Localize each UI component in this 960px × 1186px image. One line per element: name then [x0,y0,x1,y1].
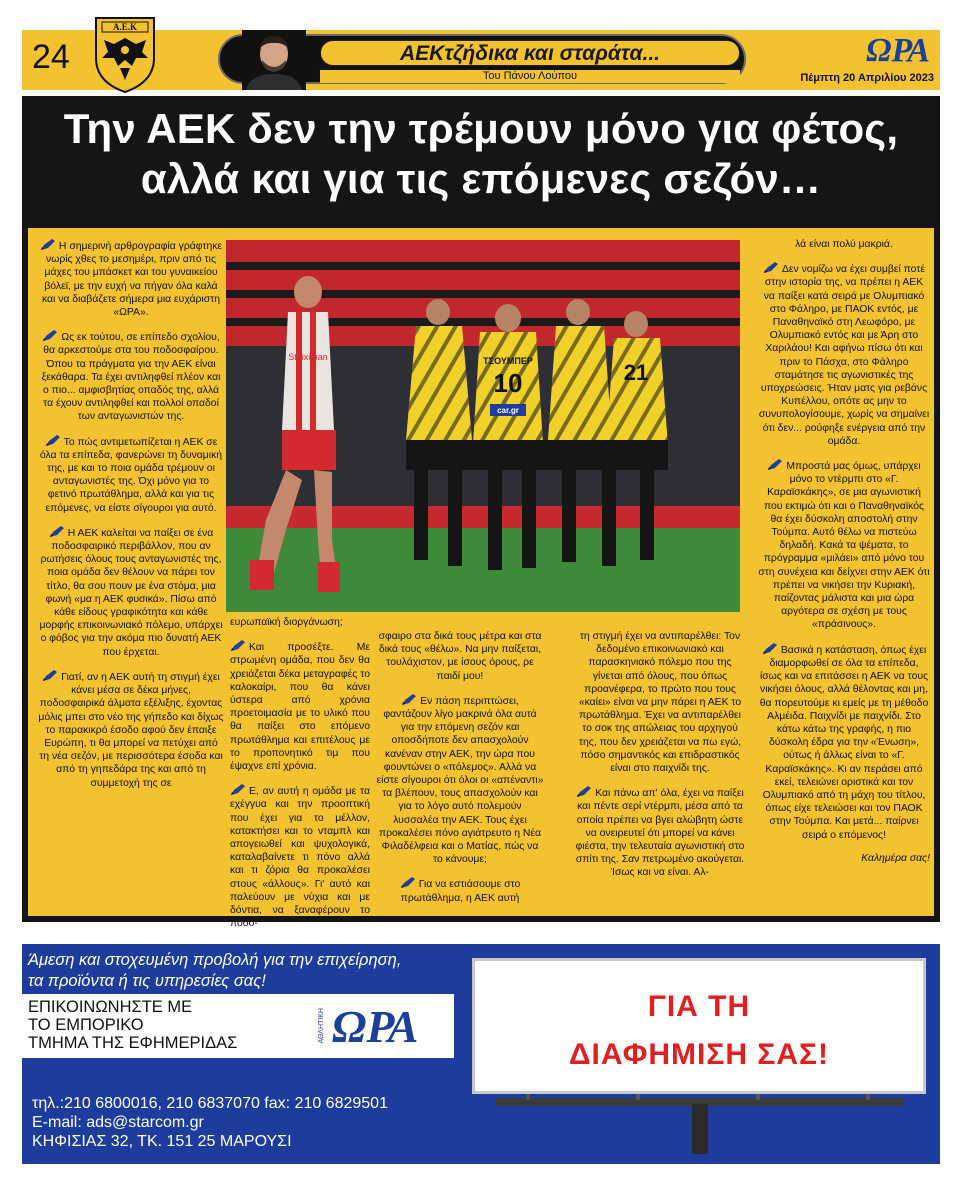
paragraph: τη στιγμή έχει να αντιπαρέλθει: Τον δεδομένο επικοινωνιακό και παρασκηνιακό πόλεμο που της γίνεται από όλους, που όπως προανέφερα, το πρώτο που τους «καίει» είναι να μην πάρει η ΑΕΚ το πρωτάθλημα. Έχει να αντιπαρέλθει το σοκ της απώλειας του αρχηγού της, που δεν χρειάζεται να πω εγώ, πόσο σημαντικός και επιδραστικός είναι στο παιχνίδι της. [578,631,742,775]
article [22,96,940,930]
celebration-photo [226,240,740,612]
pen-icon [42,669,58,682]
aek-crest-icon [92,14,158,94]
ad-email[interactable]: E-mail: ads@starcom.gr [32,1114,204,1131]
text-column-5 [758,238,930,875]
column-author: Του Πάνου Λούπου [320,70,740,83]
paragraph: Δεν νομίζω να έχει συμβεί ποτέ στην ιστορία της, να πρέπει η ΑΕΚ να παίξει κατά σειρά με Ολυμπιακό στο Φάληρο, με ΠΑΟΚ εντός, με Παναθηναϊκό στη Λεωφόρο, με Ολυμπιακό εντός και με Άρη στο Χαριλάου! Και αφήνω πίσω ότι και πριν το Πάσχα, στο Φάληρο σταμάτησε τις αγωνιστικές της υποχρεώσεις. Ήταν ματς για ρεβάνς Κυπέλλου, οπότε ας μην το συνυπολογίσουμε, χωρίς να σημαίνει ότι δεν... ρούφηξε ενέργεια από την ομάδα. [758,261,930,448]
ad-contact-details [32,1094,462,1151]
paragraph: Βασικά η κατάσταση, όπως έχει διαμορφωθεί σε όλα τα επίπεδα, ίσως και να επιτάσσει η ΑΕΚ να τους νικήσει όλους, αλλά θέλοντας και μη, θα πορευτούμε κι εμείς με τη μέθοδο Αλμέιδα. Παιχνίδι με παιχνίδι. Στο κάτω κάτω της γραφής, η πιο δύσκολη έδρα για την «Ένωση», ούτως ή άλλως είναι το «Γ. Καραϊσκάκης». Κι αν περάσει από εκεί, τελειώνει οριστικά και τον Ολυμπιακό από τη μάχη του τίτλου, όπως είχε τελειώσει και τον ΠΑΟΚ στην Τούμπα. Και μετά... παίρνει σειρά ο επόμενος! [758,642,930,842]
ad-tagline-line-2: τα προϊόντα ή τις υπηρεσίες σας! [28,972,266,990]
paragraph: Ε, αν αυτή η ομάδα με τα εχέγγυα και την προοπτική που έχει για το μέλλον, κατακτήσει και το νταμπλ και απογειωθεί και ψυχολογικά, καταλαβαίνετε τι πόνο αλλά και τι ζόρια θα προκαλέσει στους «άλλους». Γι' αυτό και παλεύουν με νύχια και με δόντια, να ξαναφέρουν το ποδό- [230,783,370,930]
pen-icon [230,783,246,796]
column-title: AEKτζήδικα και σταράτα... [399,42,661,65]
pen-icon [763,261,779,274]
pen-icon [49,525,65,538]
headline-line-2: αλλά και για τις επόμενες σεζόν… [140,155,822,202]
billboard [466,958,934,1154]
shirt-number-text: 21 [623,360,649,385]
signoff: Καλημέρα σας! [861,852,930,864]
headline [22,104,940,204]
paragraph: λά είναι πολύ μακριά. [795,239,893,250]
pen-icon [42,329,58,342]
paragraph: Μπροστά μας όμως, υπάρχει μόνο το ντέρμπι στο «Γ. Καραϊσκάκης», σε μια αγωνιστική που εκτιμώ ότι και ο Παναθηναϊκός θα έχει δύσκολη αποστολή στην Τούμπα. Αυτό θέλω να πιστεύω δηλαδή. Κακά τα ψέματα, το πρόγραμμα «μιλάει» από μόνο του στη συνέχεια και δείχνει στην ΑΕΚ ότι πρέπει να νικήσει την Κυριακή, παίζοντας μάλιστα και μια ώρα αργότερα σε σχέση με τους «πράσινους». [758,458,930,632]
ad-logo-side-text: ΑΘΛΗΤΙΚΗ [318,1008,325,1044]
shirt-name-text: ΤΣΟΥΜΠΕΡ [483,356,533,366]
paragraph: Εν πάση περιπτώσει, φαντάζουν λίγο μακρινά όλα αυτά για την επόμενη σεζόν και οποσδήποτε δεν απασχολούν κανέναν στην ΑΕΚ, την ώρα που φουντώνει ο «πόλεμος». Αλλά να είστε σίγουροι ότι όλοι οι «απέναντι» τα βλέπουν, τους απασχολούν και για το λόγο αυτό πολεμούν λυσσαλέα την ΑΕΚ. Τους έχει προκαλέσει πόνο αγιάτρευτο η Νέα Φιλαδέλφεια και ο Ματίας, πώς να το κάνουμε; [376,693,544,867]
page-header [22,22,940,90]
headline-line-1: Την ΑΕΚ δεν την τρέμουν μόνο για φέτος, [63,105,899,152]
paragraph: Το πώς αντιμετωπίζεται η ΑΕΚ σε όλα τα επίπεδα, φανερώνει τη δυναμική της, με και το ποια ομάδα τρέμουν οι ανταγωνιστές της. Όχι μόνο για το φετινό πρωτάθλημα, αλλά και για τις επόμενες, να είστε σίγουροι για αυτό. [38,434,224,515]
paragraph: Γιατί, αν η ΑΕΚ αυτή τη στιγμή έχει κάνει μέσα σε δέκα μήνες, ποδοσφαιρικά άλματα εξέλιξης, έχοντας μόλις μπει στο νέο της γήπεδο και δίχως το παρακικρό έσοδο αφού δεν έπαιξε Ευρώπη, τι θα μπορεί να πετύχει από τη νέα σεζόν, με περισσότερα έσοδα και από τη γηπεδάρα της και από τη συμμετοχή της σε [38,669,224,790]
paragraph: Και πάνω απ' όλα, έχει να παίξει και πέντε σερί ντέρμπι, μέσα από τα οποία πρέπει να βγει αλώβητη ώστε να ονειρευτεί ότι μπορεί να κάνει φιέστα, την τελευταία αγωνιστική στο σπίτι της. Σαν πετρωμένο ακούγεται. Ίσως και να είναι. Αλ- [574,785,746,879]
advertisement [22,944,940,1164]
author-photo [242,30,306,90]
pen-icon [400,876,416,889]
ad-contact-box [22,994,454,1058]
billboard-face [472,958,926,1094]
text-column-1 [38,238,224,800]
article-body [28,228,934,930]
ad-logo-text: ΩΡΑ [332,1001,419,1052]
shirt-sponsor-text: car.gr [497,406,519,415]
pen-icon [767,458,783,471]
pen-icon [230,639,246,652]
ad-contact-label: ΕΠΙΚΟΙΝΩΝΗΣΤΕ ΜΕ ΤΟ ΕΜΠΟΡΙΚΟ ΤΜΗΜΑ ΤΗΣ ΕΦΗΜΕΡΙΔΑΣ [28,998,238,1052]
pen-icon [401,693,417,706]
ad-tagline-line-1: Άμεση και στοχευμένη προβολή για την επιχείρηση, [28,951,402,969]
page-number: 24 [32,38,70,76]
newspaper-logo: ΩΡΑ [866,32,930,69]
ad-logo [318,1000,448,1052]
pen-icon [762,642,778,655]
paragraph: Η ΑΕΚ καλείται να παίξει σε ένα ποδοσφαιρικό περιβάλλον, που αν ρωτήσεις όλους τους ανταγωνιστές της, ποια ομάδα δεν θέλουν να πάρει τον τίτλο, θα σου πουν με ένα στόμα, μια φωνή «μα η ΑΕΚ φυσικά». Πίσω από κάθε είδους γραφικότητα και κάθε μορφής επικοινωνιακό πόλεμο, υπάρχει ο φόβος για την ακόμα πιο δυνατή ΑΕΚ που έρχεται. [38,525,224,659]
paragraph: ευρωπαϊκή διοργάνωση; [230,617,343,628]
paragraph: Για να εστιάσουμε στο πρωτάθλημα, η ΑΕΚ αυτή [376,876,544,904]
shirt-number-text: 10 [493,368,523,398]
issue-date: Πέμπτη 20 Απριλίου 2023 [800,72,934,84]
pen-icon [40,238,56,251]
match-photo [226,240,740,612]
column-title-pill [320,40,740,66]
paragraph: σφαιρο στα δικά τους μέτρα και στα δικά τους «θέλω». Να μην παίξεται, τουλάχιστον, με ίσους όρους, ρε παιδί μου! [378,631,542,682]
paragraph: Ως εκ τούτου, σε επίπεδο σχολίου, θα αρκεστούμε στα του ποδοσφαίρου. Όπου τα πράγματα για την ΑΕΚ είναι ξεκάθαρα. Τα έχει αντιληφθεί πλέον και ο πιο... αμφισβητίας οπαδός της, αλλά τα έχουν αντιληφθεί και πολλοί οπαδοί των ανταγωνιστών της. [38,329,224,423]
shirt-sponsor-text: Stoiximan [288,352,328,362]
ad-phones: τηλ.:210 6800016, 210 6837070 fax: 210 6829501 [32,1095,388,1112]
svg-text:Α.Ε.Κ: Α.Ε.Κ [112,22,138,32]
paragraph: Η σημερινή αρθρογραφία γράφτηκε νωρίς χθες το μεσημέρι, πριν από τις μάχες του μπάσκετ και του γυναικείου βόλεϊ, με την ευχή να πήγαν όλα καλά και να διαβάζετε σήμερα μια ευχάριστη «ΩΡΑ». [38,238,224,319]
ad-address: ΚΗΦΙΣΙΑΣ 32, ΤΚ. 151 25 ΜΑΡΟΥΣΙ [32,1133,292,1150]
pen-icon [45,434,61,447]
text-column-2 [230,616,370,940]
column-banner [218,34,746,84]
text-column-4 [574,630,746,890]
billboard-text: ΓΙΑ ΤΗ ΔΙΑΦΗΜΙΣΗ ΣΑΣ! [568,990,830,1071]
paragraph: Και προσέξτε. Με στρωμένη ομάδα, που δεν θα χρειάζεται δέκα μεταγραφές το καλοκαίρι, που θα κάνει ύστερα από χρόνια προετοιμασία με το υλικό που θα παίξει στο επόμενο πρωτάθλημα και επιτέλους με το προπονητικό τιμ που έψαχνε επί χρόνια. [230,639,370,773]
ad-tagline [28,950,460,992]
pen-icon [576,785,592,798]
text-column-3 [376,630,544,915]
